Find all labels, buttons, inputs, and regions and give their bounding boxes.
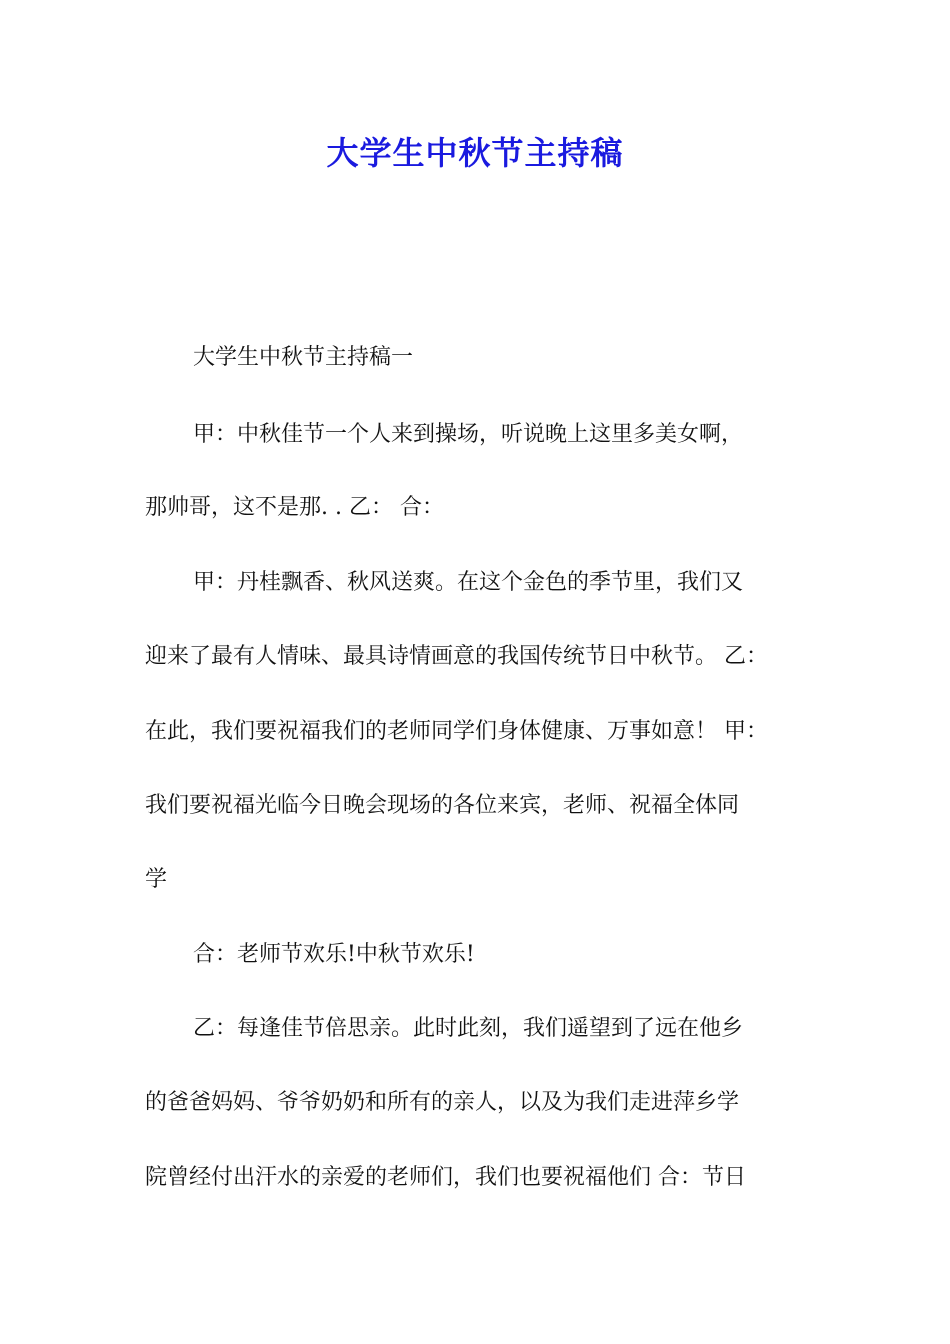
- paragraph-line: 那帅哥，这不是那. . 乙： 合：: [145, 495, 444, 520]
- paragraph-line: 的爸爸妈妈、爷爷奶奶和所有的亲人，以及为我们走进萍乡学: [145, 1090, 740, 1115]
- paragraph-line: 甲：丹桂飘香、秋风送爽。在这个金色的季节里，我们又: [193, 570, 744, 595]
- paragraph-line: 院曾经付出汗水的亲爱的老师们，我们也要祝福他们 合：节日: [145, 1165, 746, 1190]
- paragraph-line: 迎来了最有人情味、最具诗情画意的我国传统节日中秋节。 乙：: [145, 644, 768, 669]
- paragraph-line: 学: [145, 867, 168, 892]
- paragraph-line: 甲：中秋佳节一个人来到操场，听说晚上这里多美女啊，: [193, 422, 744, 447]
- paragraph-line: 合：老师节欢乐!中秋节欢乐!: [193, 942, 475, 967]
- document-title: 大学生中秋节主持稿: [326, 134, 624, 172]
- paragraph-line: 在此，我们要祝福我们的老师同学们身体健康、万事如意！ 甲：: [145, 719, 768, 744]
- paragraph-line: 乙：每逢佳节倍思亲。此时此刻，我们遥望到了远在他乡: [193, 1016, 744, 1041]
- section-heading: 大学生中秋节主持稿一: [193, 345, 414, 370]
- paragraph-line: 我们要祝福光临今日晚会现场的各位来宾，老师、祝福全体同: [145, 793, 740, 818]
